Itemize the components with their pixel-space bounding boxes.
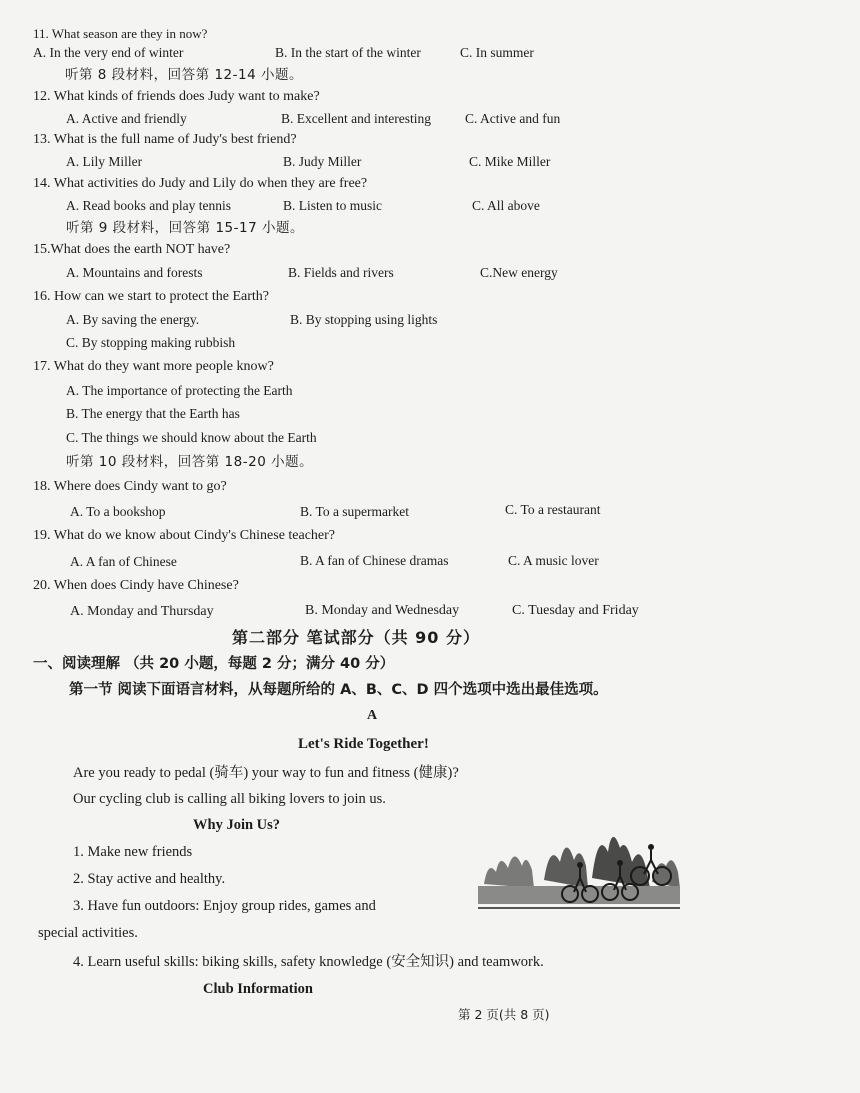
question-option: B. In the start of the winter	[275, 45, 421, 60]
question-stem: 16. How can we start to protect the Earth?	[33, 289, 269, 304]
question-option: C.New energy	[480, 265, 558, 280]
listening-instruction: 听第 10 段材料，回答第 18-20 小题。	[66, 454, 314, 470]
passage-text: special activities.	[38, 925, 138, 941]
question-option: B. To a supermarket	[300, 504, 410, 519]
question-option: B. By stopping using lights	[290, 312, 438, 327]
question-stem: 13. What is the full name of Judy's best friend?	[33, 132, 297, 147]
question-option: A. In the very end of winter	[33, 45, 184, 60]
question-option: B. Monday and Wednesday	[305, 603, 460, 618]
question-stem: 12. What kinds of friends does Judy want to make?	[33, 89, 320, 104]
question-stem: 20. When does Cindy have Chinese?	[33, 578, 239, 593]
section-instruction: 第一节 阅读下面语言材料，从每题所给的 A、B、C、D 四个选项中选出最佳选项。	[69, 682, 608, 698]
question-option: B. Judy Miller	[283, 154, 362, 169]
question-option: A. To a bookshop	[70, 504, 166, 519]
question-option: C. A music lover	[508, 553, 599, 568]
passage-text: 3. Have fun outdoors: Enjoy group rides, games and	[73, 898, 376, 914]
section-header: 一、阅读理解 （共 20 小题，每题 2 分；满分 40 分）	[33, 656, 395, 672]
question-option: C. In summer	[460, 45, 534, 60]
passage-text: 1. Make new friends	[73, 844, 193, 860]
question-option: A. By saving the energy.	[66, 312, 200, 327]
page-number: 第 2 页(共 8 页)	[458, 1007, 550, 1022]
question-option: A. The importance of protecting the Earth	[66, 383, 293, 398]
listening-instruction: 听第 8 段材料，回答第 12-14 小题。	[65, 67, 303, 83]
question-stem: 17. What do they want more people know?	[33, 359, 274, 374]
question-option: A. Mountains and forests	[66, 265, 203, 280]
question-option: A. Read books and play tennis	[66, 198, 231, 213]
question-option: C. All above	[472, 198, 540, 213]
question-stem: 19. What do we know about Cindy's Chinese teacher?	[33, 528, 336, 543]
passage-letter: A	[367, 708, 378, 723]
question-option: B. A fan of Chinese dramas	[300, 553, 449, 568]
question-option: B. Listen to music	[283, 198, 382, 213]
passage-text: Our cycling club is calling all biking lovers to join us.	[73, 791, 386, 807]
passage-subheading: Why Join Us?	[193, 817, 281, 833]
question-stem: 15.What does the earth NOT have?	[33, 242, 231, 257]
question-stem: 18. Where does Cindy want to go?	[33, 479, 227, 494]
question-option: C. Tuesday and Friday	[512, 603, 639, 618]
passage-text: Are you ready to pedal (骑车) your way to fun and fitness (健康)?	[73, 765, 459, 781]
question-option: B. Excellent and interesting	[281, 111, 431, 126]
question-stem: 14. What activities do Judy and Lily do when they are free?	[33, 176, 368, 191]
passage-title: Let's Ride Together!	[298, 736, 429, 752]
question-option: C. The things we should know about the Earth	[66, 430, 317, 445]
question-option: C. Active and fun	[465, 111, 561, 126]
question-option: C. To a restaurant	[505, 502, 601, 517]
passage-text: 4. Learn useful skills: biking skills, safety knowledge (安全知识) and teamwork.	[73, 954, 544, 970]
passage-text: 2. Stay active and healthy.	[73, 871, 226, 887]
question-option: B. The energy that the Earth has	[66, 406, 240, 421]
question-stem: 11. What season are they in now?	[33, 26, 208, 41]
question-option: A. Active and friendly	[66, 111, 187, 126]
question-option: C. Mike Miller	[469, 154, 551, 169]
cycling-illustration	[474, 822, 684, 914]
question-option: A. Monday and Thursday	[70, 604, 214, 619]
question-option: C. By stopping making rubbish	[66, 335, 236, 350]
passage-subheading: Club Information	[203, 981, 313, 997]
question-option: A. Lily Miller	[66, 154, 143, 169]
question-option: A. A fan of Chinese	[70, 554, 177, 569]
listening-instruction: 听第 9 段材料，回答第 15-17 小题。	[66, 220, 304, 236]
question-option: B. Fields and rivers	[288, 265, 394, 280]
part-title: 第二部分 笔试部分（共 90 分）	[232, 628, 480, 647]
